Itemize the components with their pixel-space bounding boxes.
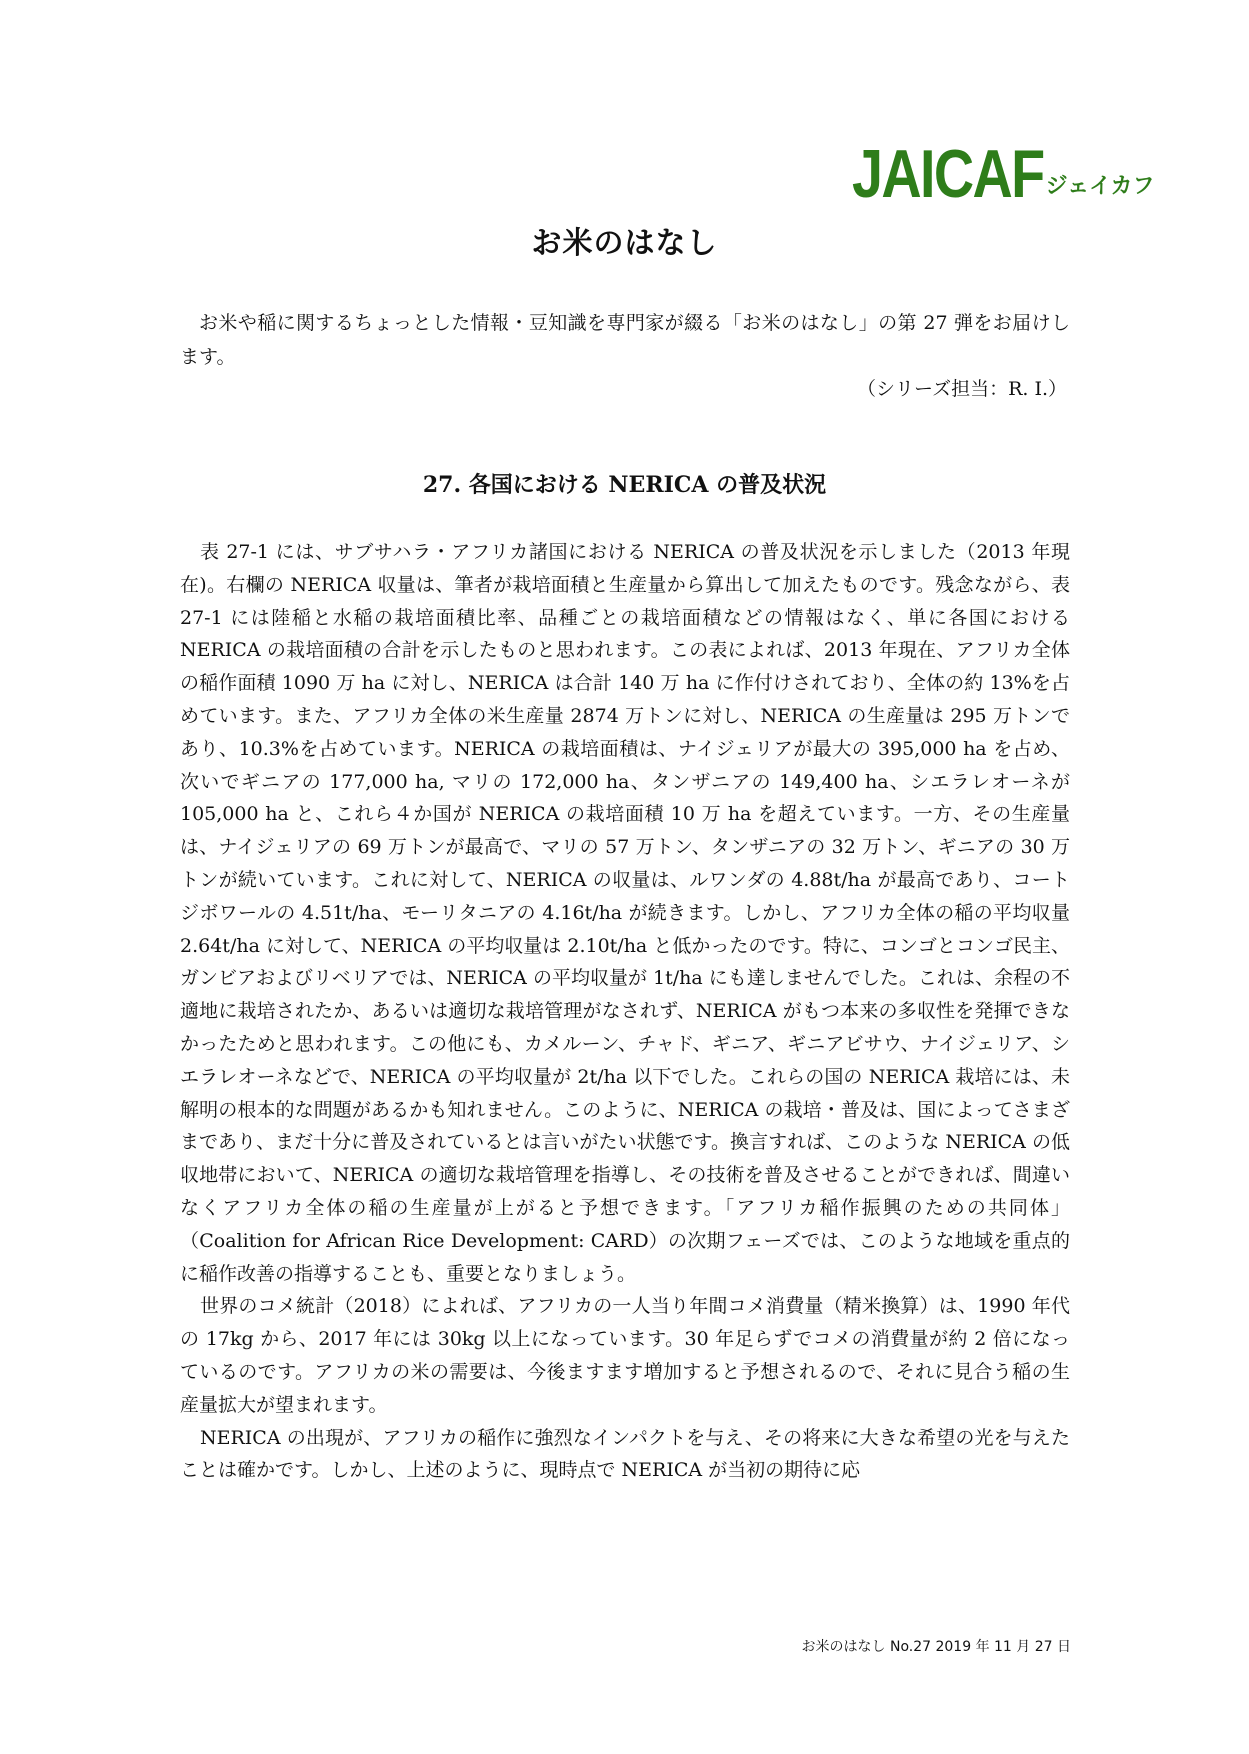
intro-text: お米や稲に関するちょっとした情報・豆知識を専門家が綴る「お米のはなし」の第 27 弾をお届けします。: [180, 312, 1070, 368]
jaicaf-logo: [852, 128, 1155, 212]
paragraph: 表 27-1 には、サブサハラ・アフリカ諸国における NERICA の普及状況を示しました（2013 年現在)。右欄の NERICA 収量は、筆者が栽培面積と生産量から算出して加えたものです。残念ながら、表 27-1 には陸稲と水稲の栽培面積比率、品種ごとの栽培面積などの情報はなく、単に各国における NERICA の栽培面積の合計を示したものと思われます。この表によれば、2013 年現在、アフリカ全体の稲作面積 1090 万 ha に対し、NERICA は合計 140 万 ha に作付けされており、全体の約 13%を占めています。また、アフリカ全体の米生産量 2874 万トンに対し、NERICA の生産量は 295 万トンであり、10.3%を占めています。NERICA の栽培面積は、ナイジェリアが最大の 395,000 ha を占め、次いでギニアの 177,000 ha, マリの 172,000 ha、タンザニアの 149,400 ha、シエラレオーネが 105,000 ha と、これら４か国が NERICA の栽培面積 10 万 ha を超えています。一方、その生産量は、ナイジェリアの 69 万トンが最高で、マリの 57 万トン、タンザニアの 32 万トン、ギニアの 30 万トンが続いています。これに対して、NERICA の収量は、ルワンダの 4.88t/ha が最高であり、コートジボワールの 4.51t/ha、モーリタニアの 4.16t/ha が続きます。しかし、アフリカ全体の稲の平均収量 2.64t/ha に対して、NERICA の平均収量は 2.10t/ha と低かったのです。特に、コンゴとコンゴ民主、ガンビアおよびリベリアでは、NERICA の平均収量が 1t/ha にも達しませんでした。これは、余程の不適地に栽培されたか、あるいは適切な栽培管理がなされず、NERICA がもつ本来の多収性を発揮できなかったためと思われます。この他にも、カメルーン、チャド、ギニア、ギニアビサウ、ナイジェリア、シエラレオーネなどで、NERICA の平均収量が 2t/ha 以下でした。これらの国の NERICA 栽培には、未解明の根本的な問題があるかも知れません。このように、NERICA の栽培・普及は、国によってさまざまであり、まだ十分に普及されているとは言いがたい状態です。換言すれば、このような NERICA の低収地帯において、NERICA の適切な栽培管理を指導し、その技術を普及させることができれば、間違いなくアフリカ全体の稲の生産量が上がると予想できます。「アフリカ稲作振興のための共同体」（Coalition for African Rice Development: CARD）の次期フェーズでは、このような地域を重点的に稲作改善の指導することも、重要となりましょう。: [180, 541, 1070, 1285]
logo-wordmark: JAICAF: [852, 136, 1044, 212]
paragraph: NERICA の出現が、アフリカの稲作に強烈なインパクトを与え、その将来に大きな希望の光を与えたことは確かです。しかし、上述のように、現時点で NERICA が当初の期待に応: [180, 1426, 1070, 1482]
logo-kana: ジェイカフ: [1045, 174, 1155, 199]
article-body: [180, 536, 1070, 1487]
page-footer: お米のはなし No.27 2019 年 11 月 27 日: [801, 1639, 1071, 1655]
section-title: 27. 各国における NERICA の普及状況: [422, 472, 827, 498]
series-byline: （シリーズ担当：R. I.）: [857, 378, 1067, 400]
paragraph: 世界のコメ統計（2018）によれば、アフリカの一人当り年間コメ消費量（精米換算）は、1990 年代の 17kg から、2017 年には 30kg 以上になっています。30 年足らずでコメの消費量が約 2 倍になっているのです。アフリカの米の需要は、今後ますます増加すると予想されるので、それに見合う稲の生産量拡大が望まれます。: [180, 1295, 1070, 1416]
page-title: お米のはなし: [531, 226, 718, 261]
